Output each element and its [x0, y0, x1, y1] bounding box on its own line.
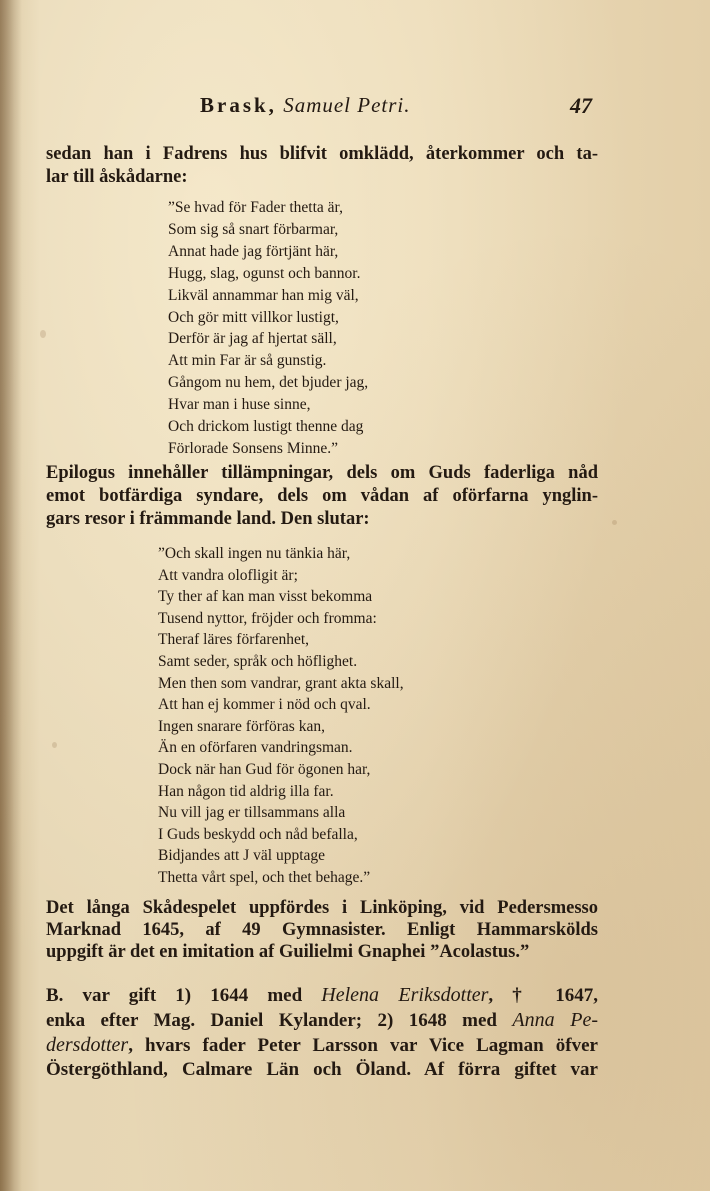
verse-line: Nu vill jag er tillsammans alla [158, 804, 346, 822]
text-line: Epilogus innehåller tillämpningar, dels om Guds faderliga nåd [46, 463, 598, 483]
text-run: , † 1647, [488, 985, 598, 1006]
verse-stanza-epilogue [158, 543, 404, 889]
verse-line: Tusend nyttor, fröjder och fromma: [158, 609, 377, 627]
verse-line: Ingen snarare förföras kan, [158, 717, 325, 735]
verse-line: Theraf läres förfarenhet, [158, 631, 310, 649]
verse-line: Hvar man i huse sinne, [168, 396, 311, 414]
text-line: sedan han i Fadrens hus blifvit omklädd, återkommer och ta- [46, 144, 598, 164]
verse-line: Bidjandes att J väl upptage [158, 847, 326, 865]
foxing-spot [612, 520, 617, 525]
verse-line: Likväl annammar han mig väl, [168, 286, 359, 304]
text-line: gars resor i främmande land. Den slutar: [46, 509, 370, 529]
verse-line: Förlorade Sonsens Minne.” [168, 439, 339, 457]
text-line: Marknad 1645, af 49 Gymnasister. Enligt Hammarskölds [46, 920, 598, 940]
text-run: enka efter Mag. Daniel Kylander; 2) 1648 med [46, 1010, 513, 1031]
spouse-name: dersdotter [46, 1034, 129, 1056]
running-header [0, 93, 710, 127]
foxing-spot [40, 330, 46, 338]
verse-line: Att han ej kommer i nöd och qval. [158, 696, 371, 714]
verse-line: Som sig så snart förbarmar, [168, 220, 339, 238]
text-line: Östergöthland, Calmare Län och Öland. Af förra giftet var [46, 1059, 598, 1080]
gutter-shadow [0, 0, 22, 1191]
spouse-name: Helena Eriksdotter [321, 984, 489, 1006]
verse-line: Annat hade jag förtjänt här, [168, 242, 339, 260]
verse-line: Och gör mitt villkor lustigt, [168, 308, 339, 326]
page-number: 47 [570, 93, 592, 118]
verse-line: Ty ther af kan man visst bekomma [158, 588, 373, 606]
text-run: , hvars fader Peter Larsson var Vice Lagman öfver [128, 1035, 598, 1056]
text-line [46, 1033, 598, 1058]
verse-stanza-prodigal-son [168, 197, 368, 460]
verse-line: Men then som vandrar, grant akta skall, [158, 674, 404, 692]
verse-line: Och drickom lustigt thenne dag [168, 418, 364, 436]
foxing-spot [52, 742, 57, 748]
verse-line: Än en oförfaren vandringsman. [158, 739, 353, 757]
running-head [200, 93, 411, 118]
text-line [46, 983, 598, 1008]
text-line: lar till åskådarne: [46, 167, 188, 187]
verse-line: Han någon tid aldrig illa far. [158, 782, 334, 800]
epilogue-paragraph [46, 462, 598, 531]
conclusion-paragraph [46, 897, 598, 963]
author-surname: Brask, [200, 93, 277, 117]
verse-line: Thetta vårt spel, och thet behage.” [158, 868, 371, 886]
text-run: B. var gift 1) 1644 med [46, 985, 322, 1006]
verse-line: Hugg, slag, ogunst och bannor. [168, 264, 361, 282]
verse-line: I Guds beskydd och nåd befalla, [158, 825, 358, 843]
text-line: emot botfärdiga syndare, dels om vådan af oförfarna ynglin- [46, 486, 598, 506]
verse-line: Att vandra olofligit är; [158, 566, 298, 584]
verse-line: Samt seder, språk och höflighet. [158, 652, 358, 670]
author-given-names: Samuel Petri. [283, 93, 411, 117]
verse-line: Dock när han Gud för ögonen har, [158, 760, 371, 778]
verse-line: Gångom nu hem, det bjuder jag, [168, 374, 369, 392]
text-line: uppgift är det en imitation af Guilielmi Gnaphei ”Acolastus.” [46, 942, 530, 962]
spouse-name: Anna Pe- [512, 1009, 598, 1031]
verse-line: Derför är jag af hjertat säll, [168, 330, 337, 348]
text-line [46, 1008, 598, 1033]
text-line: Det långa Skådespelet uppfördes i Linköping, vid Pedersmesso [46, 898, 598, 918]
verse-line: Att min Far är så gunstig. [168, 352, 327, 370]
verse-line: ”Och skall ingen nu tänkia här, [158, 545, 351, 562]
marriage-paragraph [46, 983, 598, 1082]
verse-line: ”Se hvad för Fader thetta är, [168, 199, 343, 216]
intro-paragraph [46, 143, 598, 189]
